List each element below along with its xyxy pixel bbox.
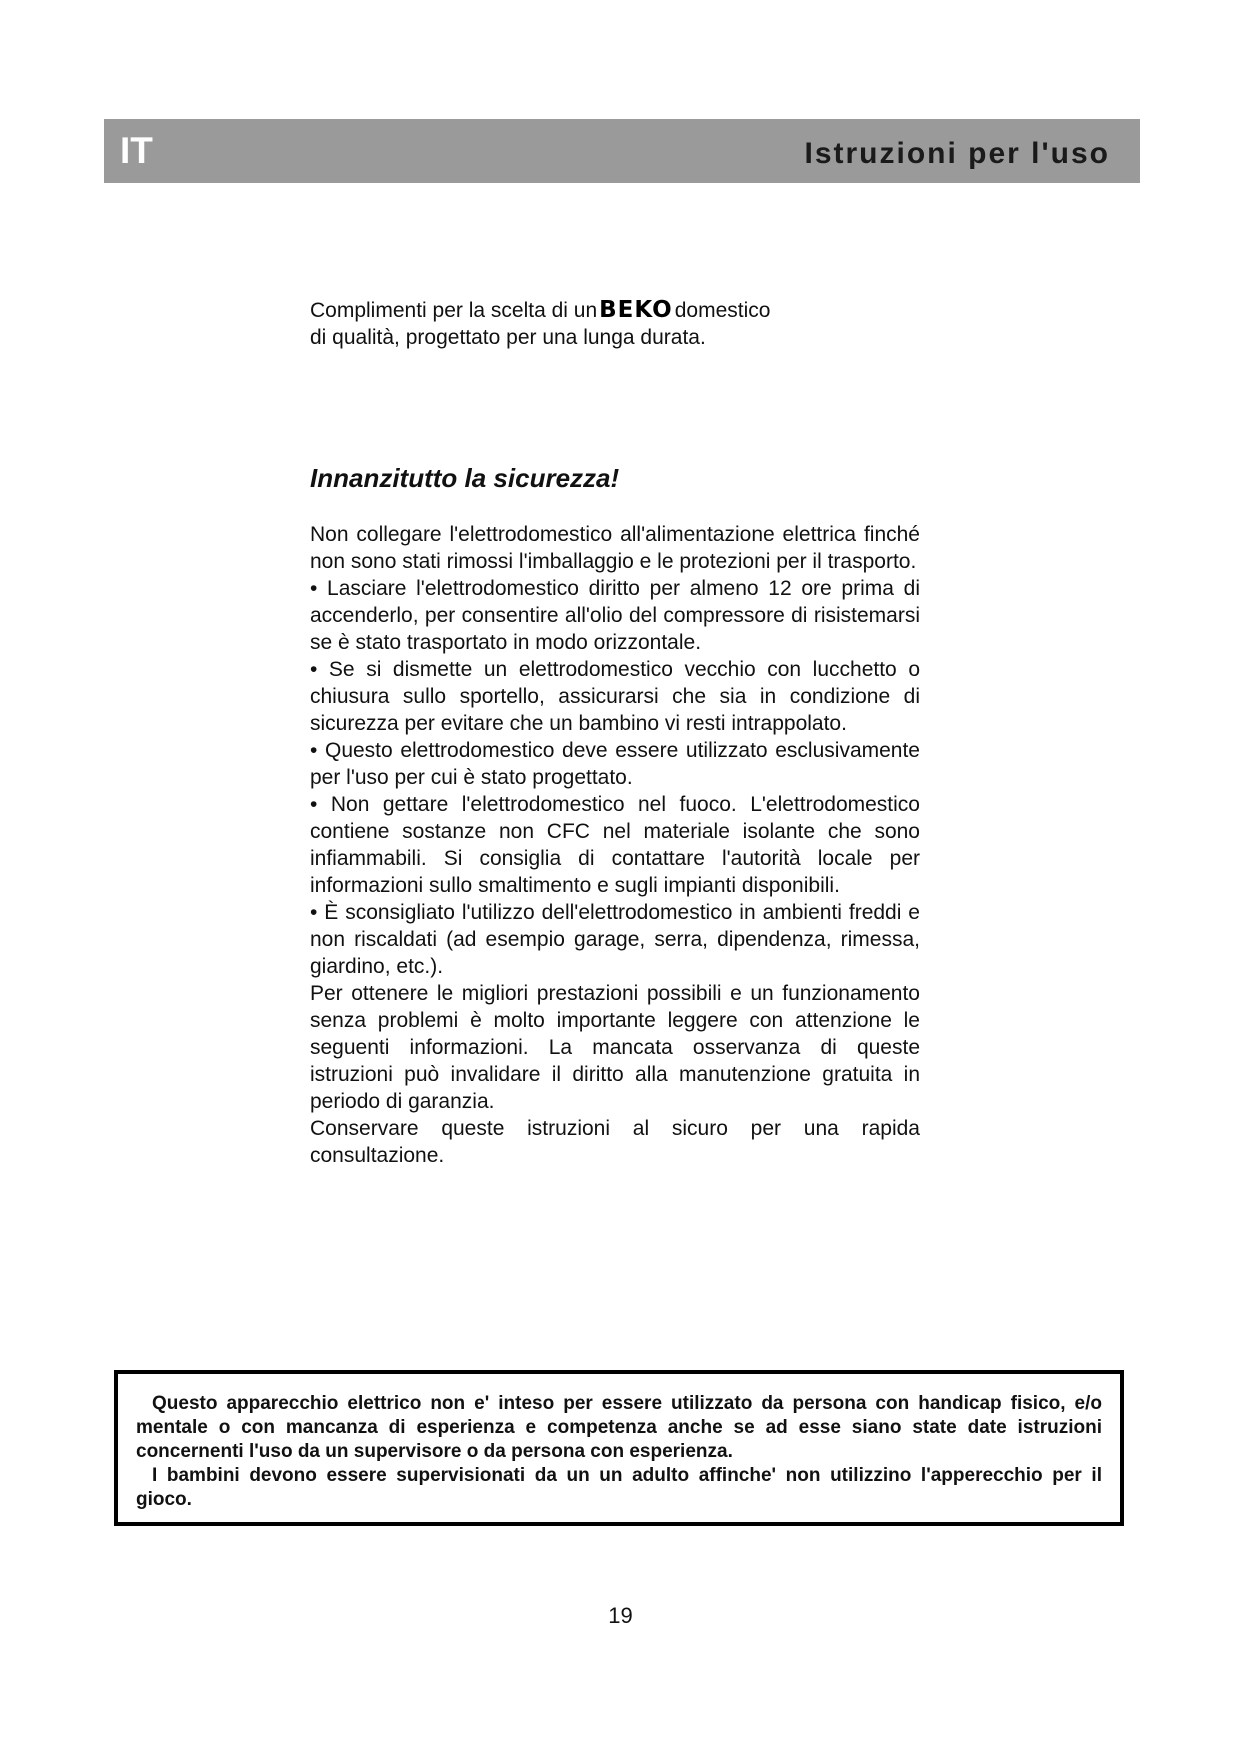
safety-paragraph-read: Per ottenere le migliori prestazioni possibili e un funzionamento senza problemi è molto importante leggere con attenzione le seguenti informazioni. La mancata osservanza di queste istruzioni può invalidare il diritto alla manutenzione gratuita in periodo di garanzia. — [310, 982, 920, 1113]
safety-paragraph-keep: Conservare queste istruzioni al sicuro per una rapida consultazione. — [310, 1117, 920, 1167]
page-number: 19 — [608, 1603, 633, 1628]
section-heading: Innanzitutto la sicurezza! — [310, 463, 620, 493]
safety-paragraph: Non collegare l'elettrodomestico all'alimentazione elettrica finché non sono stati rimossi l'imballaggio e le protezioni per il trasporto. — [310, 523, 920, 573]
safety-bullet-cold-rooms: • È sconsigliato l'utilizzo dell'elettrodomestico in ambienti freddi e non riscaldati (ad esempio garage, serra, dipendenza, rimessa, giardino, etc.). — [310, 901, 920, 978]
language-code: IT — [120, 130, 153, 171]
header-bar — [104, 119, 1140, 183]
document-title: Istruzioni per l'uso — [804, 137, 1110, 170]
safety-bullet-lock: • Se si dismette un elettrodomestico vecchio con lucchetto o chiusura sullo sportello, assicurarsi che sia in condizione di sicurezza per evitare che un bambino vi resti intrappolato. — [310, 658, 920, 735]
intro-text-line2: di qualità, progettato per una lunga durata. — [310, 326, 706, 349]
notice-paragraph-supervision: Questo apparecchio elettrico non e' inteso per essere utilizzato da persona con handicap fisico, e/o mentale o con mancanza di esperienza e competenza anche se ad esse siano state date istruzioni concernenti l'uso da un supervisore o da persona con esperienza. — [136, 1393, 1102, 1462]
safety-bullet-intended-use: • Questo elettrodomestico deve essere utilizzato esclusivamente per l'uso per cui è stato progettato. — [310, 739, 920, 789]
safety-bullet-upright: • Lasciare l'elettrodomestico diritto per almeno 12 ore prima di accenderlo, per consentire all'olio del compressore di risistemarsi se è stato trasportato in modo orizzontale. — [310, 577, 920, 654]
safety-bullet-fire: • Non gettare l'elettrodomestico nel fuoco. L'elettrodomestico contiene sostanze non CFC nel materiale isolante che sono infiammabili. Si consiglia di contattare l'autorità locale per informazioni sullo smaltimento e sugli impianti disponibili. — [310, 793, 920, 897]
intro-text-end: domestico — [674, 299, 771, 322]
warning-notice-box — [114, 1370, 1124, 1526]
safety-instructions — [310, 521, 920, 1169]
notice-paragraph-children: I bambini devono essere supervisionati da un un adulto affinche' non utilizzino l'apperecchio per il gioco. — [136, 1465, 1102, 1510]
brand-logo: BEKO — [599, 297, 673, 323]
intro-paragraph — [310, 297, 870, 351]
intro-text-start: Complimenti per la scelta di un — [310, 299, 598, 322]
